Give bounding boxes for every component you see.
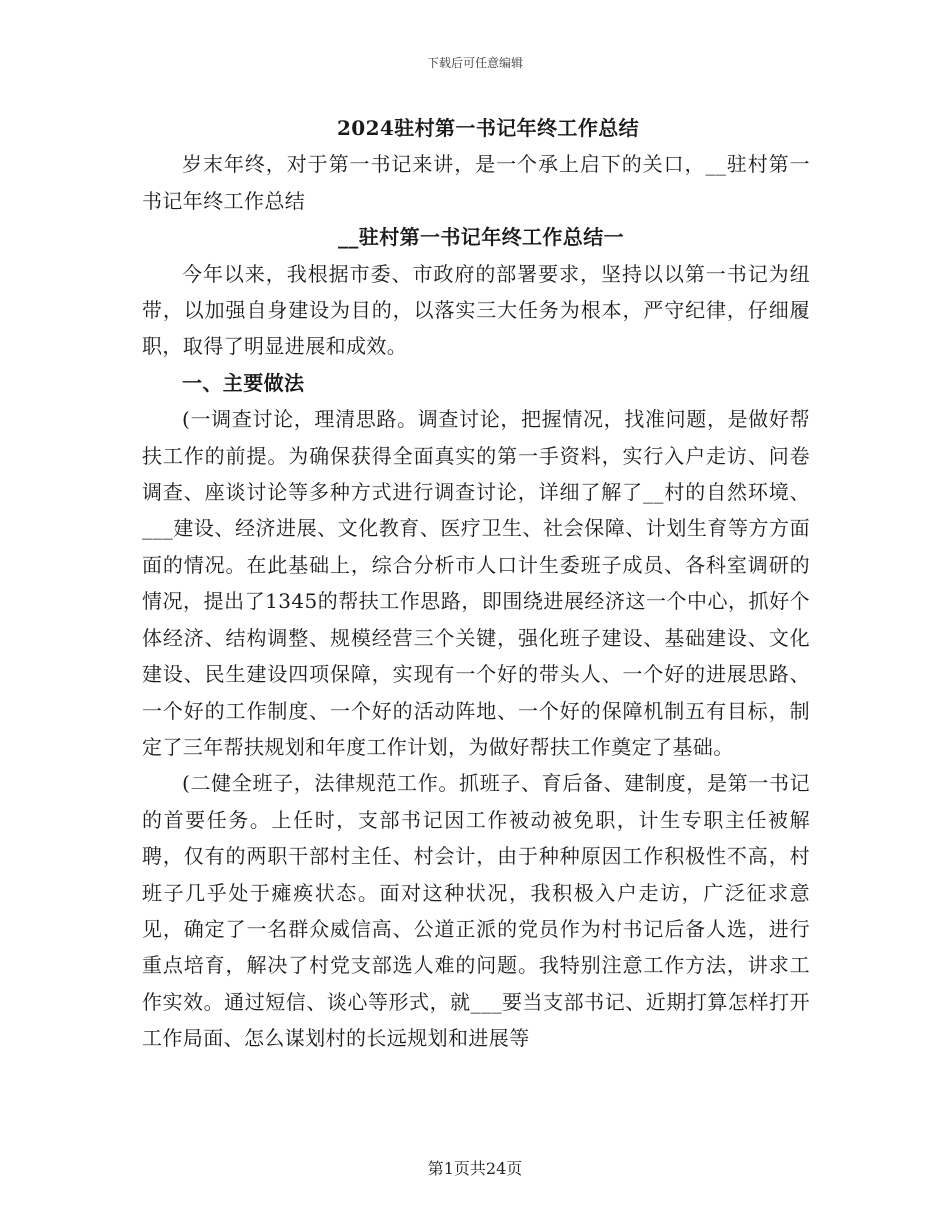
paragraph-2: (一调查讨论，理清思路。调查讨论，把握情况，找准问题，是做好帮扶工作的前提。为确保获得全面真实的第一手资料，实行入户走访、问卷调查、座谈讨论等多种方式进行调查讨论，详细了解了__村的自然环境、___建设、经济进展、文化教育、医疗卫生、社会保障、计划生育等方方面面的情况。在此基础上，综合分析市人口计生委班子成员、各科室调研的情况，提出了1345的帮扶工作思路，即围绕进展经济这一个中心，抓好个体经济、结构调整、规模经营三个关键，强化班子建设、基础建设、文化建设、民生建设四项保障，实现有一个好的带头人、一个好的进展思路、一个好的工作制度、一个好的活动阵地、一个好的保障机制五有目标，制定了三年帮扶规划和年度工作计划，为做好帮扶工作奠定了基础。 bbox=[142, 407, 810, 759]
paragraph-3: (二健全班子，法律规范工作。抓班子、育后备、建制度，是第一书记的首要任务。上任时，支部书记因工作被动被免职，计生专职主任被解聘，仅有的两职干部村主任、村会计，由于种种原因工作积极性不高，村班子几乎处于瘫痪状态。面对这种状况，我积极入户走访，广泛征求意见，确定了一名群众威信高、公道正派的党员作为村书记后备人选，进行重点培育，解决了村党支部选人难的问题。我特别注意工作方法，讲求工作实效。通过短信、谈心等形式，就___要当支部书记、近期打算怎样打开工作局面、怎么谋划村的长远规划和进展等 bbox=[142, 771, 810, 1051]
intro-paragraph: 岁末年终，对于第一书记来讲，是一个承上启下的关口，__驻村第一书记年终工作总结 bbox=[142, 152, 810, 213]
document-body bbox=[142, 110, 810, 1057]
page-number: 第1页共24页 bbox=[427, 1159, 523, 1178]
section-heading-1: 一、主要做法 bbox=[182, 370, 305, 395]
header-note: 下载后可任意编辑 bbox=[426, 56, 523, 70]
paragraph-1: 今年以来，我根据市委、市政府的部署要求，坚持以以第一书记为纽带，以加强自身建设为目的，以落实三大任务为根本，严守纪律，仔细履职，取得了明显进展和成效。 bbox=[142, 261, 810, 359]
document-subtitle: __驻村第一书记年终工作总结一 bbox=[338, 225, 624, 250]
document-title: 2024驻村第一书记年终工作总结 bbox=[336, 116, 640, 140]
